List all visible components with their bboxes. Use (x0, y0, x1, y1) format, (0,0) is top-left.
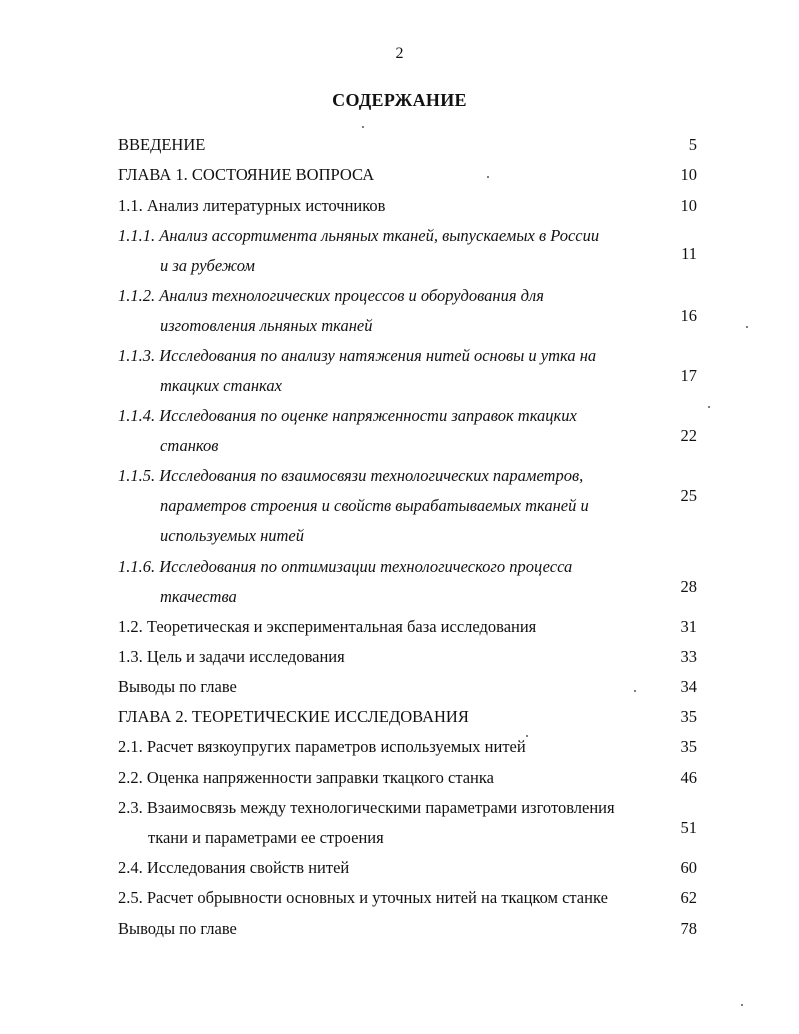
toc-entry-title-line: 1.1.2. Анализ технологических процессов и оборудования для (118, 286, 544, 305)
toc-entry-page-number: 5 (688, 135, 697, 154)
toc-entry-page-number: 60 (680, 858, 697, 877)
toc-entry-page-number: 35 (680, 707, 697, 726)
scan-speck (746, 326, 748, 328)
toc-entry-title-line: параметров строения и свойств вырабатываемых тканей и (160, 496, 589, 515)
toc-entry-page-number: 22 (680, 426, 697, 445)
toc-entry-title-line: 2.5. Расчет обрывности основных и уточных нитей на ткацком станке (118, 888, 608, 907)
toc-entry-title-line: 1.1.4. Исследования по оценке напряженности заправок ткацких (118, 406, 577, 425)
toc-entry-title-line: 2.4. Исследования свойств нитей (118, 858, 350, 877)
toc-entry-page-number: 34 (680, 677, 697, 696)
toc-entry-page-number: 51 (680, 818, 697, 837)
page-title: СОДЕРЖАНИЕ (332, 90, 467, 110)
toc-entry-page-number: 17 (680, 366, 697, 385)
scan-speck (708, 406, 710, 408)
toc-entry-page-number: 25 (680, 486, 697, 505)
toc-entry-title-line: 1.1.1. Анализ ассортимента льняных тканей, выпускаемых в России (118, 226, 600, 245)
toc-entry-title-line: ткачества (160, 587, 237, 606)
page-number: 2 (395, 45, 404, 62)
toc-entry-title-line: 1.1. Анализ литературных источников (118, 196, 386, 215)
scan-speck (526, 735, 528, 737)
toc-entry-page-number: 10 (680, 165, 697, 184)
toc-entry-title-line: 1.1.6. Исследования по оптимизации технологического процесса (118, 557, 573, 576)
toc-entry-title-line: и за рубежом (160, 256, 255, 275)
toc-entry-title-line: 2.1. Расчет вязкоупругих параметров используемых нитей (118, 737, 526, 756)
toc-entry-title-line: 2.2. Оценка напряженности заправки ткацкого станка (118, 768, 494, 787)
toc-entry-title-line: ГЛАВА 2. ТЕОРЕТИЧЕСКИЕ ИССЛЕДОВАНИЯ (118, 707, 469, 726)
toc-entry-page-number: 16 (680, 306, 697, 325)
toc-entry-page-number: 33 (680, 647, 697, 666)
toc-entry-title-line: станков (160, 436, 219, 455)
toc-entry-page-number: 78 (680, 919, 697, 938)
scan-speck (741, 1004, 743, 1006)
scan-speck (634, 690, 636, 692)
toc-entry-title-line: 2.3. Взаимосвязь между технологическими параметрами изготовления (118, 798, 615, 817)
toc-entry-title-line: используемых нитей (160, 526, 305, 545)
toc-entry-title-line: Выводы по главе (118, 677, 237, 696)
scan-speck (487, 176, 489, 178)
toc-entry-title-line: 1.2. Теоретическая и экспериментальная база исследования (118, 617, 537, 636)
toc-entry-title-line: ВВЕДЕНИЕ (118, 135, 206, 154)
toc-entry-title-line: ткани и параметрами ее строения (148, 828, 384, 847)
toc-entry-title-line: Выводы по главе (118, 919, 237, 938)
toc-entry-page-number: 11 (681, 244, 697, 263)
toc-entry-page-number: 62 (680, 888, 697, 907)
toc-entry-page-number: 46 (680, 768, 697, 787)
toc-entry-page-number: 28 (680, 577, 697, 596)
toc-entry-title-line: 1.1.5. Исследования по взаимосвязи технологических параметров, (118, 466, 584, 485)
toc-entry-title-line: 1.1.3. Исследования по анализу натяжения нитей основы и утка на (118, 346, 597, 365)
toc-entry-page-number: 10 (680, 196, 697, 215)
toc-entry-page-number: 31 (680, 617, 697, 636)
toc-entry-title-line: ткацких станках (160, 376, 282, 395)
toc-entry-title-line: изготовления льняных тканей (160, 316, 373, 335)
toc-entry-page-number: 35 (680, 737, 697, 756)
toc-entry-title-line: ГЛАВА 1. СОСТОЯНИЕ ВОПРОСА (118, 165, 375, 184)
scan-speck (362, 126, 364, 128)
toc-entry-title-line: 1.3. Цель и задачи исследования (118, 647, 345, 666)
